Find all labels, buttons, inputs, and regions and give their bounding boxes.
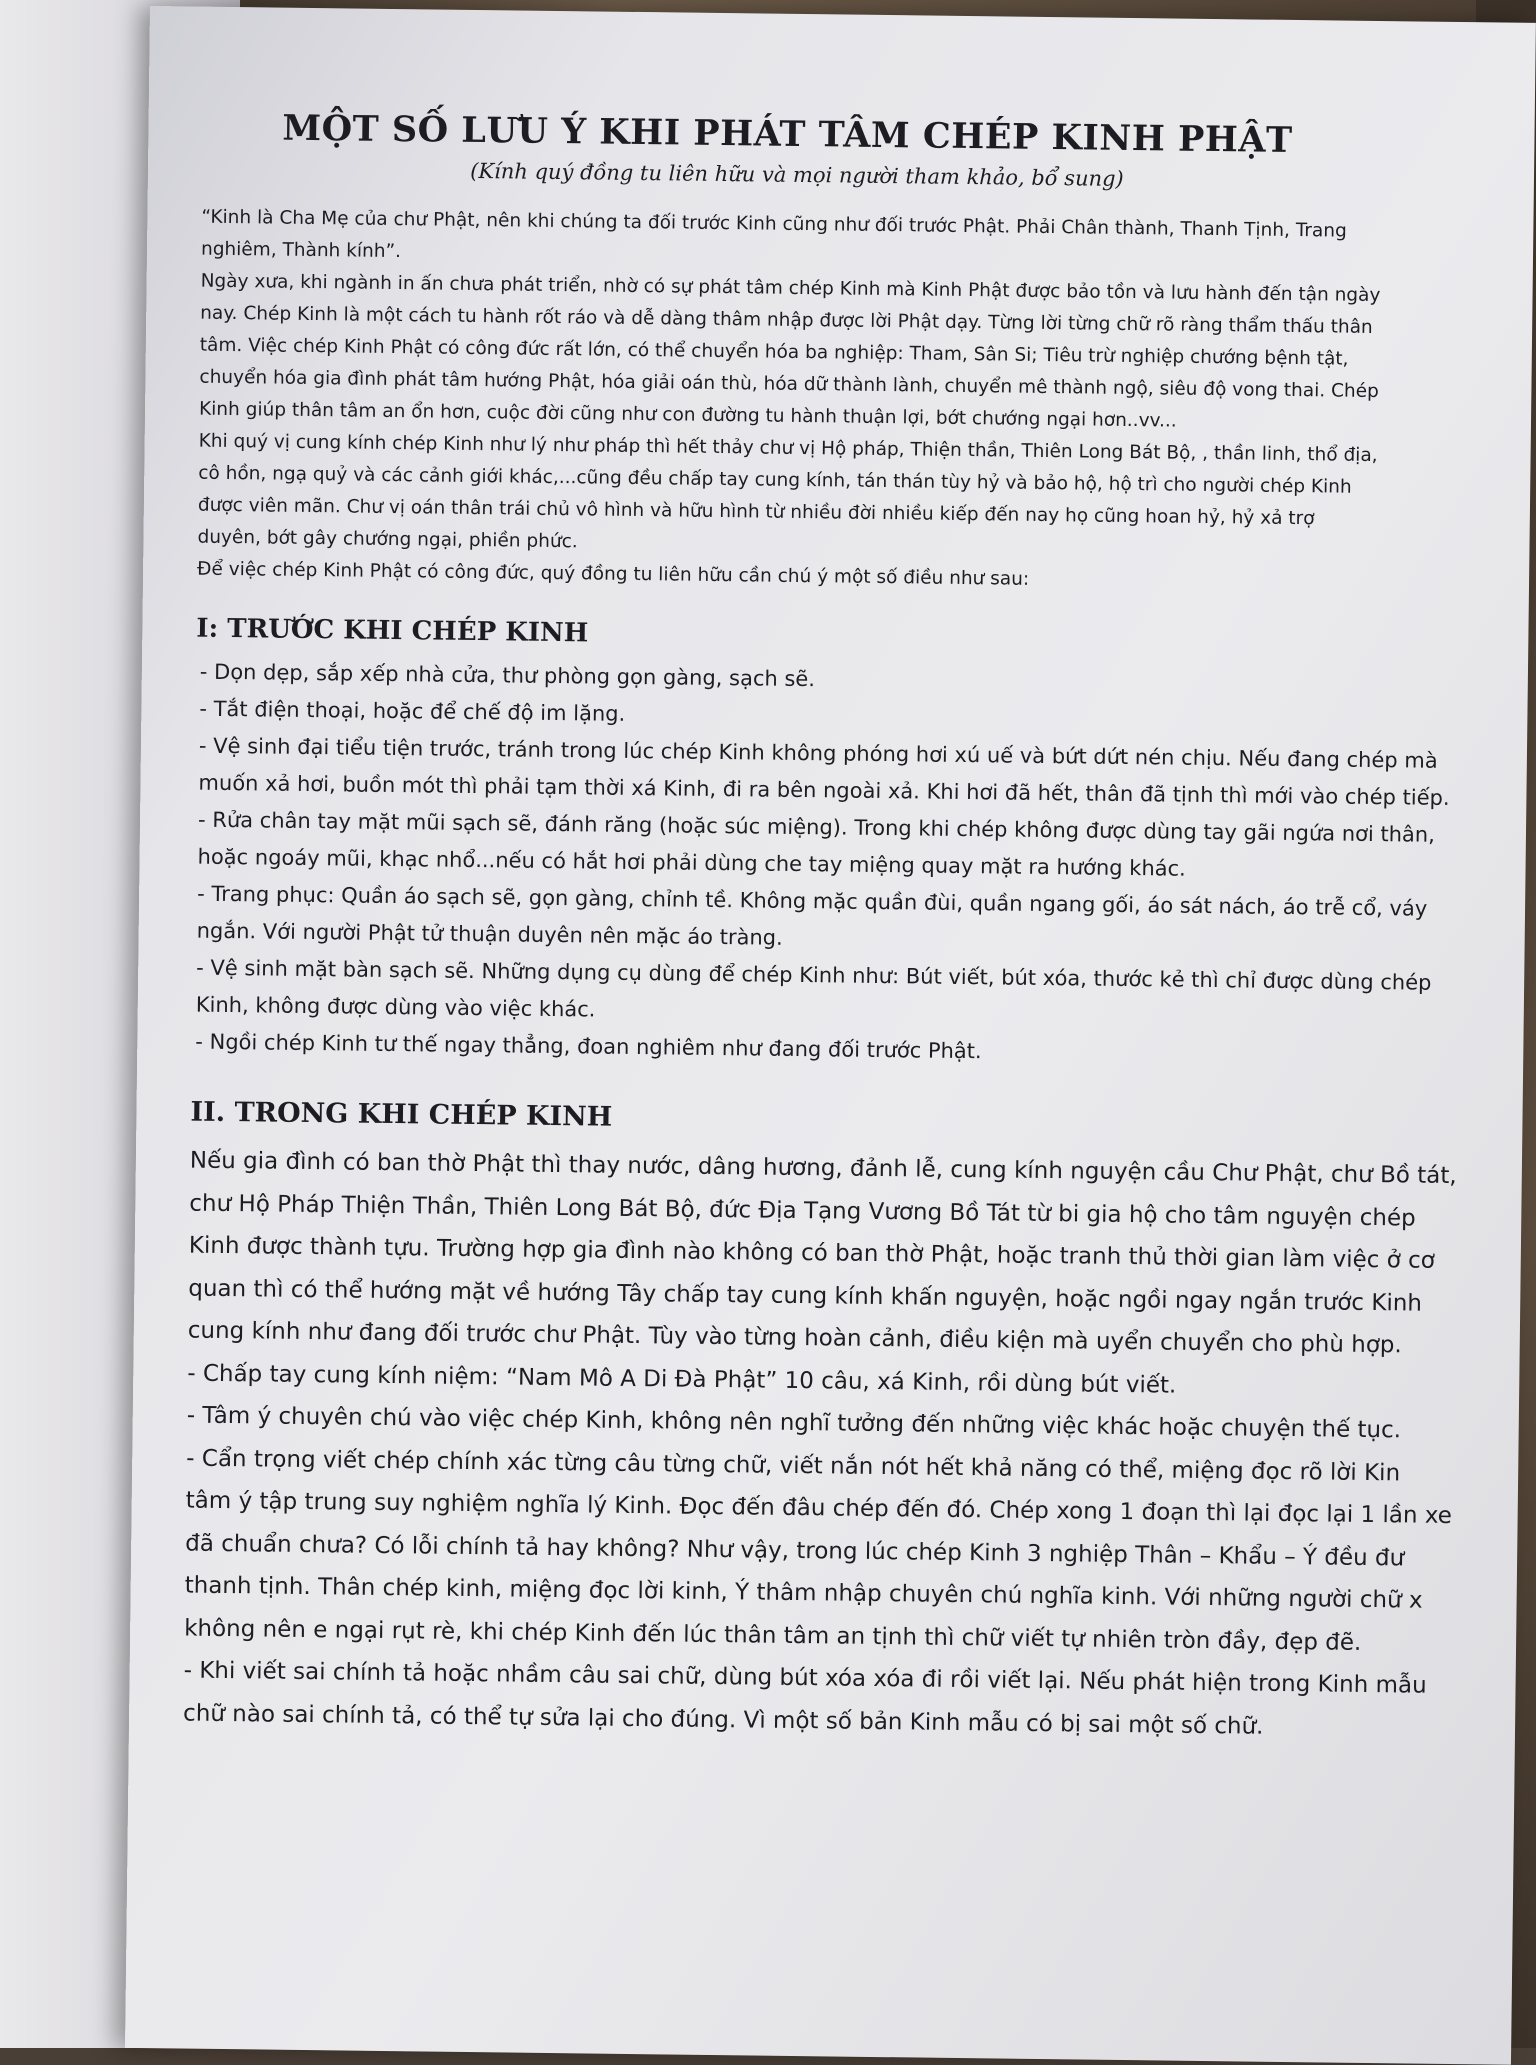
intro-paragraph: Khi quý vị cung kính chép Kinh như lý như pháp thì hết thảy chư vị Hộ pháp, Thiện thần, Thiên Long Bát Bộ, , thần linh, thổ địa, cô hồn, ngạ quỷ và các cảnh giới khác,...cũng đều chấp tay cung kính, tán thán tùy hỷ và bảo hộ, hộ trì cho người chép Kinh được viên mãn. Chư vị oán thân trái chủ vô hình và hữu hình từ nhiều đời nhiều kiếp đến nay họ cũng hoan hỷ, hỷ xả trợ duyên, bớt gây chướng ngại, phiền phức. xyxy=(197,430,1378,553)
text-line: cung kính như đang đối trước chư Phật. Tùy vào từng hoàn cảnh, điều kiện mà uyển chuyển cho phù hợp. xyxy=(187,1317,1402,1359)
text-line: chư Hộ Pháp Thiện Thần, Thiên Long Bát Bộ, đức Địa Tạng Vương Bồ Tát từ bi gia hộ cho tâm nguyện chép xyxy=(189,1190,1416,1232)
list-item: - Vệ sinh mặt bàn sạch sẽ. Những dụng cụ dùng để chép Kinh như: Bút viết, bút xóa, thước kẻ thì chỉ được dùng chép Kinh, không được dùng vào việc khác. xyxy=(195,955,1432,1022)
document-subtitle: (Kính quý đồng tu liên hữu và mọi người tham khảo, bổ sung) xyxy=(470,158,1124,191)
section-heading: II. TRONG KHI CHÉP KINH xyxy=(190,1096,613,1133)
section-while-copying xyxy=(183,1097,1521,1751)
list-item: - Vệ sinh đại tiểu tiện trước, tránh trong lúc chép Kinh không phóng hơi xú uế và bứt dứt nén chịu. Nếu đang chép mà muốn xả hơi, buồn mót thì phải tạm thời xá Kinh, đi ra bên ngoài xả. Khi hơi đã hết, thân đã tịnh thì mới vào chép tiếp. xyxy=(198,733,1450,810)
text-line: Kinh được thành tựu. Trường hợp gia đình nào không có ban thờ Phật, hoặc tranh thủ thời gian làm việc ở cơ xyxy=(188,1232,1435,1274)
text-line: - Khi viết sai chính tả hoặc nhầm câu sai chữ, dùng bút xóa xóa đi rồi viết lại. Nếu phát hiện trong Kinh mẫu xyxy=(183,1657,1427,1699)
text-line: tâm ý tập trung suy nghiệm nghĩa lý Kinh. Đọc đến đâu chép đến đó. Chép xong 1 đoạn thì lại đọc lại 1 lần xe xyxy=(185,1487,1453,1530)
text-line: - Chấp tay cung kính niệm: “Nam Mô A Di Đà Phật” 10 câu, xá Kinh, rồi dùng bút viết. xyxy=(187,1360,1177,1399)
list-item: - Dọn dẹp, sắp xếp nhà cửa, thư phòng gọn gàng, sạch sẽ. xyxy=(199,659,816,692)
list-item: - Trang phục: Quần áo sạch sẽ, gọn gàng, chỉnh tề. Không mặc quần đùi, quần ngang gối, áo sát nách, áo trễ cổ, váy ngắn. Với người Phật tử thuận duyên nên mặc áo tràng. xyxy=(196,881,1428,950)
text-line: Nếu gia đình có ban thờ Phật thì thay nước, dâng hương, đảnh lễ, cung kính nguyện cầu Chư Phật, chư Bồ tát, xyxy=(189,1147,1457,1190)
text-line: chữ nào sai chính tả, có thể tự sửa lại cho đúng. Vì một số bản Kinh mẫu có bị sai một số chữ. xyxy=(182,1700,1264,1740)
intro-paragraph: Ngày xưa, khi ngành in ấn chưa phát triển, nhờ có sự phát tâm chép Kinh mà Kinh Phật được bảo tồn và lưu hành đến tận ngày nay. Chép Kinh là một cách tu hành rốt ráo và dễ dàng thâm nhập được lời Phật dạy. Từng lời từng chữ rõ ràng thẩm thấu thân tâm. Việc chép Kinh Phật có công đức rất lớn, có thể chuyển hóa ba nghiệp: Tham, Sân Si; Tiêu trừ nghiệp chướng bệnh tật, chuyển hóa gia đình phát tâm hướng Phật, hóa giải oán thù, hóa dữ thành lành, chuyển mê thành ngộ, siêu độ vong thai. Chép Kinh giúp thân tâm an ổn hơn, cuộc đời cũng như con đường tu hành thuận lợi, bớt chướng ngại hơn..vv... xyxy=(198,270,1381,432)
intro-paragraph: “Kinh là Cha Mẹ của chư Phật, nên khi chúng ta đối trước Kinh cũng như đối trước Phật. Phải Chân thành, Thanh Tịnh, Trang nghiêm, Thành kính”. xyxy=(200,206,1347,263)
page-content xyxy=(183,107,1533,1751)
intro xyxy=(197,202,1532,602)
document-page xyxy=(125,6,1536,2065)
list-item: - Tắt điện thoại, hoặc để chế độ im lặng. xyxy=(199,696,626,726)
list-item: - Rửa chân tay mặt mũi sạch sẽ, đánh răng (hoặc súc miệng). Trong khi chép không được dùng tay gãi ngứa nơi thân, hoặc ngoáy mũi, khạc nhổ...nếu có hắt hơi phải dùng che tay miệng quay mặt ra hướng khác. xyxy=(197,807,1436,881)
text-line: - Tâm ý chuyên chú vào việc chép Kinh, không nên nghĩ tưởng đến những việc khác hoặc chuyện thế tục. xyxy=(186,1402,1402,1444)
list-item: - Ngồi chép Kinh tư thế ngay thẳng, đoan nghiêm như đang đối trước Phật. xyxy=(195,1029,982,1064)
section-heading: I: TRƯỚC KHI CHÉP KINH xyxy=(196,613,589,649)
text-line: thanh tịnh. Thân chép kinh, miệng đọc lời kinh, Ý thâm nhập chuyên chú nghĩa kinh. Với những người chữ x xyxy=(184,1572,1423,1614)
text-line: quan thì có thể hướng mặt về hướng Tây chấp tay cung kính khấn nguyện, hoặc ngồi ngay ngắn trước Kinh xyxy=(188,1275,1423,1317)
text-line: đã chuẩn chưa? Có lỗi chính tả hay không? Như vậy, trong lúc chép Kinh 3 nghiệp Thân – Khẩu – Ý đều đư xyxy=(185,1530,1405,1571)
intro-paragraph: Để việc chép Kinh Phật có công đức, quý đồng tu liên hữu cần chú ý một số điều như sau: xyxy=(196,558,1030,590)
text-line: không nên e ngại rụt rè, khi chép Kinh đến lúc thân tâm an tịnh thì chữ viết tự nhiên tròn đầy, đẹp đẽ. xyxy=(184,1615,1362,1656)
text-line: - Cẩn trọng viết chép chính xác từng câu từng chữ, viết nắn nót hết khả năng có thể, miệng đọc rõ lời Kin xyxy=(186,1445,1401,1486)
section-before-copying xyxy=(191,614,1526,1077)
document-title: MỘT SỐ LƯU Ý KHI PHÁT TÂM CHÉP KINH PHẬT xyxy=(282,107,1293,161)
